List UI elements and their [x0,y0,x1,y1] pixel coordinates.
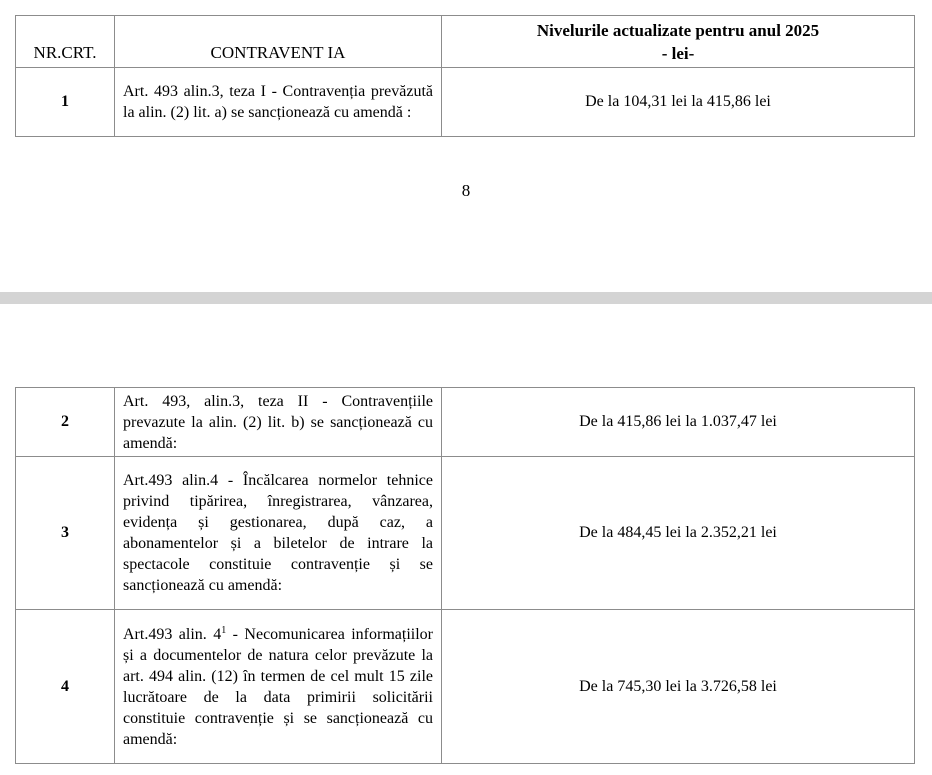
row-number: 2 [16,388,115,457]
row-amount: De la 484,45 lei la 2.352,21 lei [442,457,915,610]
table-row [16,610,915,764]
row-amount: De la 104,31 lei la 415,86 lei [442,68,915,137]
page-separator [0,292,932,304]
header-contraventie: CONTRAVENT IA [115,16,442,68]
fines-table-top [15,15,915,137]
table-header-row [16,16,915,68]
row-contraventie-text: Art. 493, alin.3, teza II - Contravențiile prevazute la alin. (2) lit. b) se sancționează cu amendă: [115,388,442,457]
superscript-index: 1 [221,624,227,636]
header-nivel-line1: Nivelurile actualizate pentru anul 2025 [536,20,820,40]
fines-table-continued [15,387,915,764]
row-number: 4 [16,610,115,764]
row-number: 3 [16,457,115,610]
row-contraventie-text: Art. 493 alin.3, teza I - Contravenția prevăzută la alin. (2) lit. a) se sancționează cu amendă : [115,68,442,137]
header-nivel-line2: - lei- [661,43,695,63]
page-number: 8 [461,181,471,200]
row-number: 1 [16,68,115,137]
row-amount: De la 745,30 lei la 3.726,58 lei [442,610,915,764]
table-row [16,388,915,457]
row-text-rest: - Necomunicarea informațiilor și a documentelor de natura celor prevăzute la art. 494 alin. (12) în termen de cel mult 15 zile lucrătoare de la data primirii solicitării constituie contravenție și se sancționează cu amendă: [123,625,433,748]
row-contraventie-text [115,610,442,764]
table-row [16,68,915,137]
table-row [16,457,915,610]
header-nr-crt: NR.CRT. [16,16,115,68]
row-amount: De la 415,86 lei la 1.037,47 lei [442,388,915,457]
row-contraventie-text: Art.493 alin.4 - Încălcarea normelor tehnice privind tipărirea, înregistrarea, vânzarea, evidența și gestionarea, după caz, a abonamentelor și a biletelor de intrare la spectacole constituie contravenție și se sancționează cu amendă: [115,457,442,610]
header-nivel [442,16,915,68]
row-text-start: Art.493 alin. 4 [123,625,222,643]
